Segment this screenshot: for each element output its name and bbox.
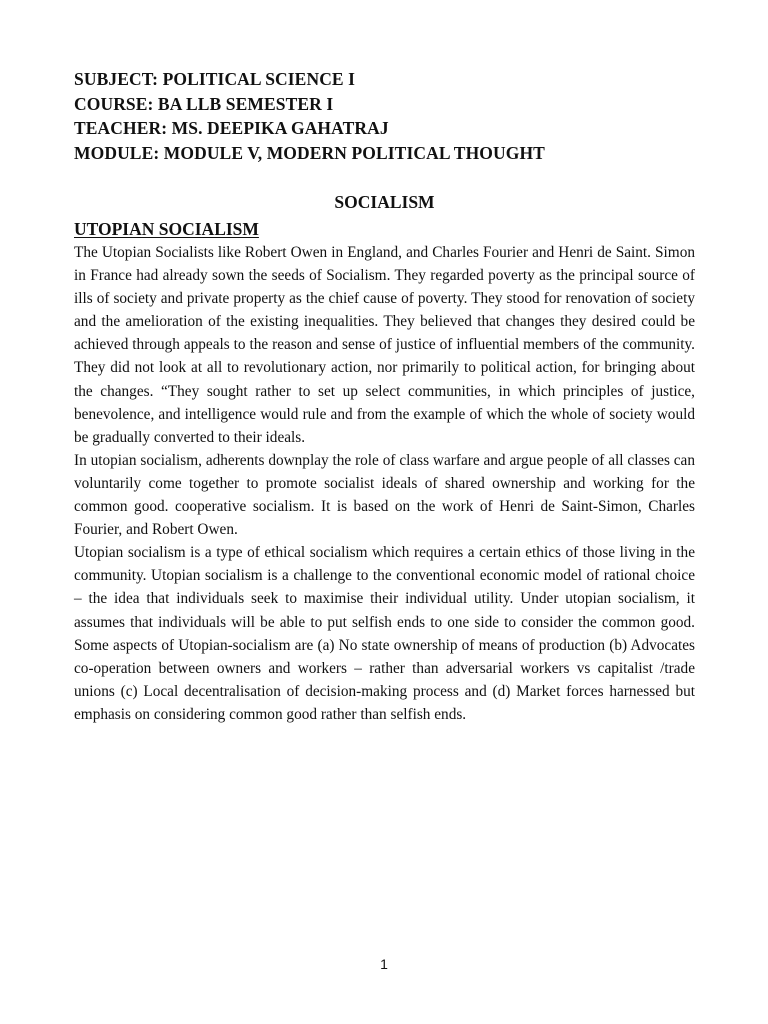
document-title: SOCIALISM (334, 192, 435, 212)
document-header (74, 67, 714, 165)
teacher-line: TEACHER: MS. DEEPIKA GAHATRAJ (74, 118, 389, 138)
subject-line: SUBJECT: POLITICAL SCIENCE I (74, 69, 356, 89)
paragraph-3: Utopian socialism is a type of ethical socialism which requires a certain ethics of those living in the community. Utopian socialism is a challenge to the conventional economic model of rational choice – the idea that individuals seek to maximise their individual utility. Under utopian socialism, it assumes that individuals will be able to put selfish ends to one side to consider the common good. Some aspects of Utopian-socialism are (a) No state ownership of means of production (b) Advocates co-operation between owners and workers – rather than adversarial workers vs capitalist /trade unions (c) Local decentralisation of decision-making process and (d) Market forces harnessed but emphasis on considering common good rather than selfish ends. (74, 544, 695, 723)
course-line: COURSE: BA LLB SEMESTER I (74, 93, 334, 114)
body-text (74, 241, 695, 726)
module-line: MODULE: MODULE V, MODERN POLITICAL THOUGHT (74, 142, 545, 163)
paragraph-1: The Utopian Socialists like Robert Owen in England, and Charles Fourier and Henri de Saint. Simon in France had already sown the seeds of Socialism. They regarded poverty as the principal source of ills of society and private property as the chief cause of poverty. They stood for renovation of society and the amelioration of the existing inequalities. They believed that changes they desired could be achieved through appeals to the reason and sense of justice of influential members of the community. They did not look at all to revolutionary action, nor primarily to political action, for bringing about the changes. “They sought rather to set up select communities, in which principles of justice, benevolence, and intelligence would rule and from the example of which the whole of society would be gradually converted to their ideals. (74, 244, 695, 446)
paragraph-2: In utopian socialism, adherents downplay the role of class warfare and argue people of all classes can voluntarily come together to promote socialist ideals of shared ownership and working for the common good. cooperative socialism. It is based on the work of Henri de Saint-Simon, Charles Fourier, and Robert Owen. (74, 451, 695, 539)
section-heading: UTOPIAN SOCIALISM (74, 219, 259, 239)
page-number: 1 (380, 956, 388, 972)
